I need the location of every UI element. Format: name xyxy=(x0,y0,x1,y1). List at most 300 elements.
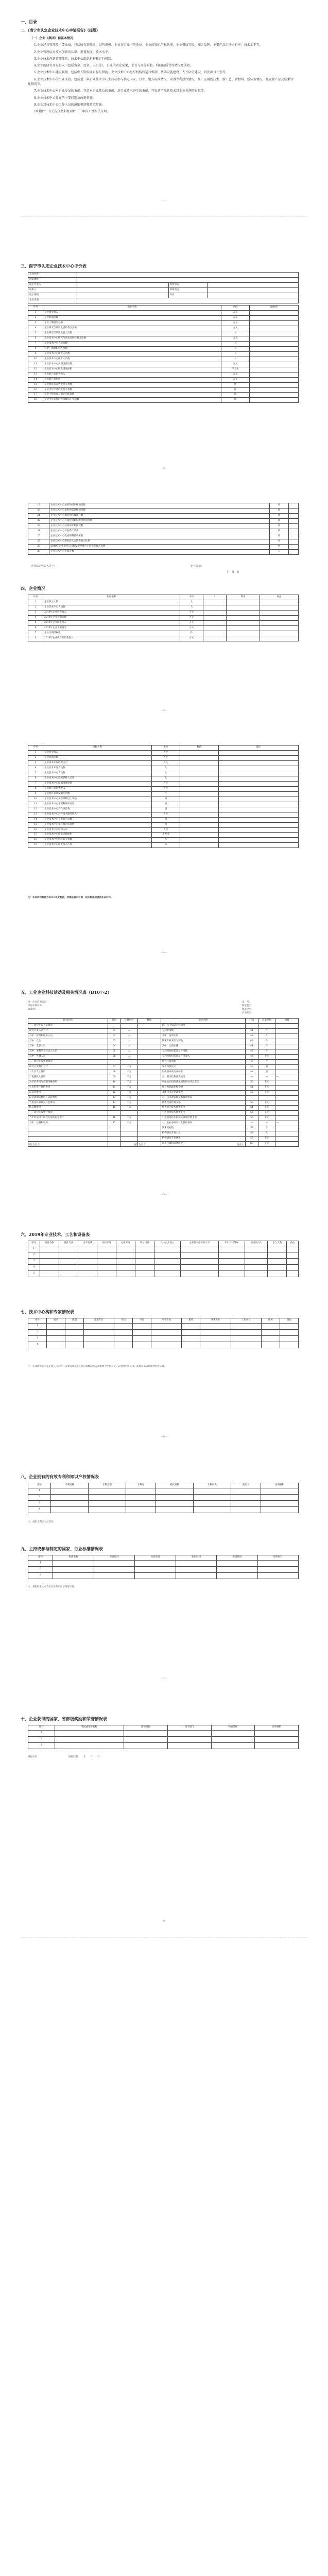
table-cell[interactable] xyxy=(167,1736,211,1742)
table-cell xyxy=(137,1049,161,1054)
table-cell[interactable] xyxy=(114,1323,133,1329)
table-cell[interactable] xyxy=(180,838,219,843)
table-cell[interactable] xyxy=(180,812,219,817)
table-cell[interactable] xyxy=(55,1742,124,1749)
table-cell[interactable] xyxy=(59,1252,78,1258)
table-cell[interactable] xyxy=(203,615,227,620)
table-cell[interactable] xyxy=(55,1736,124,1742)
col-header: 完成时间 xyxy=(116,1241,135,1246)
table-cell[interactable] xyxy=(261,1335,280,1342)
table-cell[interactable] xyxy=(59,1246,78,1252)
table-cell[interactable] xyxy=(219,755,299,760)
col-header: 专利类型 xyxy=(89,1483,126,1488)
table-cell[interactable] xyxy=(288,534,298,539)
table-cell[interactable] xyxy=(231,1500,261,1506)
table-cell[interactable] xyxy=(133,1329,151,1335)
table-cell[interactable] xyxy=(250,315,299,320)
table-cell[interactable] xyxy=(53,1572,94,1579)
table-cell[interactable] xyxy=(268,1252,287,1258)
table-cell[interactable] xyxy=(211,1742,255,1749)
table-cell[interactable] xyxy=(135,1572,176,1579)
table-cell[interactable] xyxy=(200,1329,231,1335)
table-cell: 1 xyxy=(28,310,43,315)
table-cell[interactable] xyxy=(181,1258,218,1264)
table-row xyxy=(28,1270,299,1277)
table-cell xyxy=(137,1126,161,1131)
table-cell[interactable] xyxy=(250,362,299,367)
table-cell[interactable] xyxy=(288,503,298,509)
col-header: 专利名称 xyxy=(51,1483,89,1488)
table-cell[interactable] xyxy=(51,1500,89,1506)
table-cell[interactable] xyxy=(203,605,227,610)
table-row xyxy=(28,1106,299,1111)
table-cell[interactable] xyxy=(203,600,227,605)
table-cell[interactable] xyxy=(78,1258,97,1264)
table-cell[interactable] xyxy=(250,351,299,357)
table-cell[interactable] xyxy=(268,1270,287,1277)
table-cell[interactable] xyxy=(218,1264,245,1270)
table-cell[interactable] xyxy=(135,1560,176,1566)
table-cell[interactable] xyxy=(180,822,219,827)
cell[interactable] xyxy=(207,293,299,298)
table-cell: 企业技术中心高级职称人员数 xyxy=(43,776,152,781)
table-cell[interactable] xyxy=(116,1252,135,1258)
table-cell[interactable] xyxy=(51,1506,89,1513)
table-cell[interactable] xyxy=(287,1246,299,1252)
table-cell: 3 xyxy=(28,1500,51,1506)
table-cell[interactable] xyxy=(227,625,260,631)
table-cell[interactable] xyxy=(250,387,299,393)
table-cell[interactable] xyxy=(219,791,299,796)
table-cell[interactable] xyxy=(288,544,298,549)
table-cell[interactable] xyxy=(180,796,219,802)
table-cell[interactable] xyxy=(227,610,260,615)
table-cell[interactable] xyxy=(255,1736,299,1742)
table-cell[interactable] xyxy=(245,1264,268,1270)
table-cell[interactable] xyxy=(180,760,219,766)
page-5 xyxy=(21,969,307,1211)
table-cell[interactable] xyxy=(231,1335,261,1342)
catalog-para: 9.企业对技术中心工作人员的激励机制和政策措施。 xyxy=(34,103,105,107)
table-cell[interactable] xyxy=(200,1342,231,1348)
table-cell[interactable] xyxy=(218,1252,245,1258)
table-cell xyxy=(275,1049,299,1054)
table-cell[interactable] xyxy=(84,1329,114,1335)
table-cell[interactable] xyxy=(219,807,299,812)
table-cell[interactable] xyxy=(268,1258,287,1264)
table-cell[interactable] xyxy=(219,760,299,766)
table-cell[interactable] xyxy=(211,1736,255,1742)
table-cell[interactable] xyxy=(219,838,299,843)
table-cell[interactable] xyxy=(126,1506,156,1513)
table-cell[interactable] xyxy=(180,786,219,791)
table-cell[interactable] xyxy=(219,802,299,807)
table-cell: 万元 xyxy=(221,315,250,320)
table-cell[interactable] xyxy=(97,1246,116,1252)
table-cell: 14 xyxy=(28,377,43,382)
table-cell[interactable] xyxy=(181,1246,218,1252)
table-cell[interactable] xyxy=(231,1488,261,1494)
table-cell[interactable] xyxy=(288,508,298,513)
col-header: 单位 xyxy=(152,745,180,751)
table-cell[interactable] xyxy=(219,833,299,838)
table-cell[interactable] xyxy=(287,1252,299,1258)
table-cell[interactable] xyxy=(84,1323,114,1329)
table-cell[interactable] xyxy=(260,600,299,605)
table-cell[interactable] xyxy=(89,1506,126,1513)
table-cell[interactable] xyxy=(154,1258,181,1264)
table-cell[interactable] xyxy=(126,1500,156,1506)
table-cell[interactable] xyxy=(94,1572,134,1579)
cell[interactable] xyxy=(77,298,299,303)
table-cell[interactable] xyxy=(227,620,260,625)
table-cell[interactable] xyxy=(47,1342,65,1348)
table-cell[interactable] xyxy=(151,1329,182,1335)
table-cell[interactable] xyxy=(89,1488,126,1494)
table-cell[interactable] xyxy=(133,1342,151,1348)
table-cell[interactable] xyxy=(261,1500,299,1506)
table-cell[interactable] xyxy=(89,1494,126,1500)
table-cell[interactable] xyxy=(260,615,299,620)
table-cell[interactable] xyxy=(193,1488,231,1494)
table-cell[interactable] xyxy=(78,1264,97,1270)
table-cell[interactable] xyxy=(219,786,299,791)
table-cell[interactable] xyxy=(255,1742,299,1749)
table-cell[interactable] xyxy=(154,1270,181,1277)
table-cell[interactable] xyxy=(217,1566,257,1572)
table-cell[interactable] xyxy=(124,1730,168,1736)
table-cell[interactable] xyxy=(47,1323,65,1329)
cell[interactable] xyxy=(77,282,169,287)
table-cell[interactable] xyxy=(65,1342,84,1348)
table-cell[interactable] xyxy=(280,1329,298,1335)
table-cell[interactable] xyxy=(51,1494,89,1500)
table-cell[interactable] xyxy=(151,1335,182,1342)
table-cell[interactable] xyxy=(78,1246,97,1252)
table-cell[interactable] xyxy=(47,1329,65,1335)
table-cell[interactable] xyxy=(180,791,219,796)
cell[interactable] xyxy=(77,287,169,293)
table-cell[interactable] xyxy=(114,1342,133,1348)
table-cell[interactable] xyxy=(135,1258,154,1264)
table-cell[interactable] xyxy=(65,1323,84,1329)
table-cell: 机构研究开发费用 xyxy=(161,1137,245,1142)
table-cell[interactable] xyxy=(176,1560,216,1566)
table-cell[interactable] xyxy=(219,776,299,781)
table-cell[interactable] xyxy=(124,1742,168,1749)
table-cell[interactable] xyxy=(180,817,219,822)
table-cell[interactable] xyxy=(114,1335,133,1342)
table-cell[interactable] xyxy=(288,523,298,529)
table-cell[interactable] xyxy=(261,1494,299,1500)
table-cell[interactable] xyxy=(53,1566,94,1572)
table-cell[interactable] xyxy=(260,610,299,615)
col-header: 序号 xyxy=(28,1483,51,1488)
table-cell[interactable] xyxy=(219,771,299,776)
table-cell[interactable] xyxy=(180,776,219,781)
table-cell[interactable] xyxy=(255,1730,299,1736)
table-cell[interactable] xyxy=(181,1252,218,1258)
table-cell[interactable] xyxy=(219,817,299,822)
table-cell: — xyxy=(120,1059,137,1064)
table-cell[interactable] xyxy=(219,822,299,827)
table-cell[interactable] xyxy=(135,1252,154,1258)
table-cell[interactable] xyxy=(97,1264,116,1270)
table-cell[interactable] xyxy=(200,1335,231,1342)
table-cell[interactable] xyxy=(250,320,299,326)
table-cell[interactable] xyxy=(180,807,219,812)
col-header: 指标名称 xyxy=(161,1019,245,1024)
table-cell[interactable] xyxy=(193,1494,231,1500)
table-cell[interactable] xyxy=(250,326,299,331)
table-cell[interactable] xyxy=(84,1335,114,1342)
table-cell[interactable] xyxy=(126,1488,156,1494)
table-cell[interactable] xyxy=(280,1342,298,1348)
table-cell[interactable] xyxy=(126,1494,156,1500)
table-cell[interactable] xyxy=(181,1264,218,1270)
table-cell[interactable] xyxy=(260,620,299,625)
table-cell[interactable] xyxy=(219,766,299,771)
table-cell[interactable] xyxy=(94,1560,134,1566)
table-cell[interactable] xyxy=(288,549,298,554)
table-cell[interactable] xyxy=(218,1246,245,1252)
table-cell[interactable] xyxy=(135,1566,176,1572)
table-cell[interactable] xyxy=(250,357,299,362)
table-cell[interactable] xyxy=(219,781,299,786)
table-cell[interactable] xyxy=(176,1572,216,1579)
cell[interactable] xyxy=(77,273,299,278)
table-cell[interactable] xyxy=(97,1252,116,1258)
table-cell[interactable] xyxy=(97,1258,116,1264)
table-row xyxy=(28,812,299,817)
table-cell[interactable] xyxy=(261,1506,299,1513)
table-cell[interactable] xyxy=(203,625,227,631)
table-cell[interactable] xyxy=(154,1252,181,1258)
table-cell[interactable] xyxy=(250,346,299,351)
table-row xyxy=(28,1246,299,1252)
table-cell[interactable] xyxy=(135,1264,154,1270)
table-cell[interactable] xyxy=(261,1488,299,1494)
table-cell[interactable] xyxy=(250,377,299,382)
table-cell[interactable] xyxy=(116,1264,135,1270)
table-cell[interactable] xyxy=(59,1270,78,1277)
table-cell[interactable] xyxy=(231,1494,261,1500)
table-cell[interactable] xyxy=(51,1488,89,1494)
table-cell[interactable] xyxy=(40,1270,59,1277)
table-cell[interactable] xyxy=(260,625,299,631)
table-cell[interactable] xyxy=(203,636,227,641)
table-cell[interactable] xyxy=(227,600,260,605)
cell[interactable] xyxy=(77,277,299,282)
table-cell: 千元 xyxy=(258,1137,275,1142)
table-cell: 15 xyxy=(28,382,43,387)
table-cell[interactable] xyxy=(287,1270,299,1277)
table-cell[interactable] xyxy=(55,1730,124,1736)
table-cell[interactable] xyxy=(260,605,299,610)
col-header: 序号 xyxy=(28,595,43,600)
table-cell[interactable] xyxy=(250,398,299,403)
table-cell[interactable] xyxy=(257,1566,298,1572)
table-cell[interactable] xyxy=(180,843,219,848)
table-cell[interactable] xyxy=(219,827,299,833)
table-cell[interactable] xyxy=(250,382,299,387)
table-cell[interactable] xyxy=(288,513,298,518)
table-cell: 企业技术中心获省部级以上奖励 xyxy=(43,796,152,802)
table-cell[interactable] xyxy=(250,331,299,336)
table-cell[interactable] xyxy=(53,1560,94,1566)
table-cell[interactable] xyxy=(219,843,299,848)
table-cell[interactable] xyxy=(182,1329,200,1335)
table-cell[interactable] xyxy=(156,1494,194,1500)
table-cell[interactable] xyxy=(180,771,219,776)
table-cell[interactable] xyxy=(231,1323,261,1329)
table-cell[interactable] xyxy=(227,615,260,620)
table-cell[interactable] xyxy=(78,1252,97,1258)
table-cell[interactable] xyxy=(280,1335,298,1342)
table-cell[interactable] xyxy=(65,1329,84,1335)
table-cell[interactable] xyxy=(231,1329,261,1335)
table-cell[interactable] xyxy=(133,1335,151,1342)
table-cell[interactable] xyxy=(124,1736,168,1742)
table-cell[interactable] xyxy=(219,750,299,755)
table-cell[interactable] xyxy=(250,341,299,346)
table-cell[interactable] xyxy=(288,539,298,544)
table-cell[interactable] xyxy=(288,518,298,523)
table-cell[interactable] xyxy=(211,1730,255,1736)
table-cell[interactable] xyxy=(261,1342,280,1348)
table-cell[interactable] xyxy=(151,1323,182,1329)
table-cell[interactable] xyxy=(167,1730,211,1736)
table-cell[interactable] xyxy=(59,1264,78,1270)
table-cell[interactable] xyxy=(231,1342,261,1348)
table-cell[interactable] xyxy=(116,1246,135,1252)
table-cell[interactable] xyxy=(156,1506,194,1513)
table-cell[interactable] xyxy=(245,1258,268,1264)
table-cell[interactable] xyxy=(219,812,299,817)
table-cell[interactable] xyxy=(250,393,299,398)
table-cell[interactable] xyxy=(268,1246,287,1252)
table-cell[interactable] xyxy=(260,631,299,636)
table-cell[interactable] xyxy=(250,336,299,341)
table-cell[interactable] xyxy=(180,833,219,838)
table-cell[interactable] xyxy=(78,1270,97,1277)
table-cell[interactable] xyxy=(217,1560,257,1566)
table-cell[interactable] xyxy=(116,1258,135,1264)
cell[interactable] xyxy=(77,293,169,298)
table-cell[interactable] xyxy=(84,1342,114,1348)
table-cell[interactable] xyxy=(40,1264,59,1270)
table-cell[interactable] xyxy=(47,1335,65,1342)
table-cell[interactable] xyxy=(250,372,299,377)
table-cell[interactable] xyxy=(180,755,219,760)
table-cell[interactable] xyxy=(135,1246,154,1252)
table-cell[interactable] xyxy=(227,636,260,641)
table-cell[interactable] xyxy=(154,1264,181,1270)
table-cell[interactable] xyxy=(250,367,299,372)
table-cell[interactable] xyxy=(218,1258,245,1264)
table-cell[interactable] xyxy=(287,1258,299,1264)
table-cell[interactable] xyxy=(40,1258,59,1264)
cell[interactable] xyxy=(207,282,299,287)
table-cell[interactable] xyxy=(193,1506,231,1513)
table-cell[interactable] xyxy=(135,1270,154,1277)
table-cell[interactable] xyxy=(151,1342,182,1348)
table-cell[interactable] xyxy=(268,1264,287,1270)
table-cell[interactable] xyxy=(180,766,219,771)
table-cell[interactable] xyxy=(59,1258,78,1264)
table-cell[interactable] xyxy=(154,1246,181,1252)
table-cell[interactable] xyxy=(182,1335,200,1342)
table-cell[interactable] xyxy=(180,781,219,786)
table-row xyxy=(28,615,299,620)
table-cell[interactable] xyxy=(176,1566,216,1572)
cell[interactable] xyxy=(207,287,299,293)
table-cell[interactable] xyxy=(257,1560,298,1566)
table-cell[interactable] xyxy=(133,1323,151,1329)
table-cell: 08 xyxy=(108,1070,120,1075)
table-cell[interactable] xyxy=(65,1335,84,1342)
table-cell[interactable] xyxy=(180,750,219,755)
table-cell: 1.人员人工费用 xyxy=(28,1070,108,1075)
table-cell[interactable] xyxy=(245,1246,268,1252)
table-cell[interactable] xyxy=(182,1323,200,1329)
table-cell[interactable] xyxy=(227,605,260,610)
table-cell[interactable] xyxy=(219,796,299,802)
table-cell[interactable] xyxy=(260,636,299,641)
table-cell[interactable] xyxy=(180,827,219,833)
table-cell[interactable] xyxy=(231,1506,261,1513)
table-cell[interactable] xyxy=(257,1572,298,1579)
table-cell[interactable] xyxy=(203,610,227,615)
table-cell[interactable] xyxy=(203,631,227,636)
table-cell[interactable] xyxy=(261,1329,280,1335)
table-cell[interactable] xyxy=(40,1252,59,1258)
table-cell[interactable] xyxy=(114,1329,133,1335)
table-cell[interactable] xyxy=(227,631,260,636)
table-cell[interactable] xyxy=(40,1246,59,1252)
table-cell[interactable] xyxy=(250,310,299,315)
table-cell[interactable] xyxy=(200,1323,231,1329)
table-cell[interactable] xyxy=(156,1500,194,1506)
table-cell[interactable] xyxy=(261,1323,280,1329)
table-cell[interactable] xyxy=(217,1572,257,1579)
table-cell[interactable] xyxy=(218,1270,245,1277)
table-cell[interactable] xyxy=(288,529,298,534)
table-cell[interactable] xyxy=(181,1270,218,1277)
table-cell[interactable] xyxy=(245,1270,268,1277)
table-cell[interactable] xyxy=(167,1742,211,1749)
table-cell[interactable] xyxy=(287,1264,299,1270)
table-cell: 2 xyxy=(28,605,43,610)
table-cell[interactable] xyxy=(193,1500,231,1506)
table-cell xyxy=(137,1085,161,1090)
table-cell[interactable] xyxy=(97,1270,116,1277)
table-cell[interactable] xyxy=(180,802,219,807)
col-header: 标准编号 xyxy=(94,1555,134,1561)
table-cell xyxy=(275,1111,299,1116)
table-cell[interactable] xyxy=(156,1488,194,1494)
table-cell: 件 xyxy=(258,1059,275,1064)
table-cell[interactable] xyxy=(182,1342,200,1348)
table-cell[interactable] xyxy=(280,1323,298,1329)
table-cell: 三、研究开发资产情况 xyxy=(28,1111,108,1116)
table-cell[interactable] xyxy=(94,1566,134,1572)
table-cell[interactable] xyxy=(89,1500,126,1506)
table-cell[interactable] xyxy=(203,620,227,625)
table-cell: 企业技术中心研究与试验发展经费支出额 xyxy=(43,336,221,341)
table-cell[interactable] xyxy=(116,1270,135,1277)
table-cell[interactable] xyxy=(245,1252,268,1258)
